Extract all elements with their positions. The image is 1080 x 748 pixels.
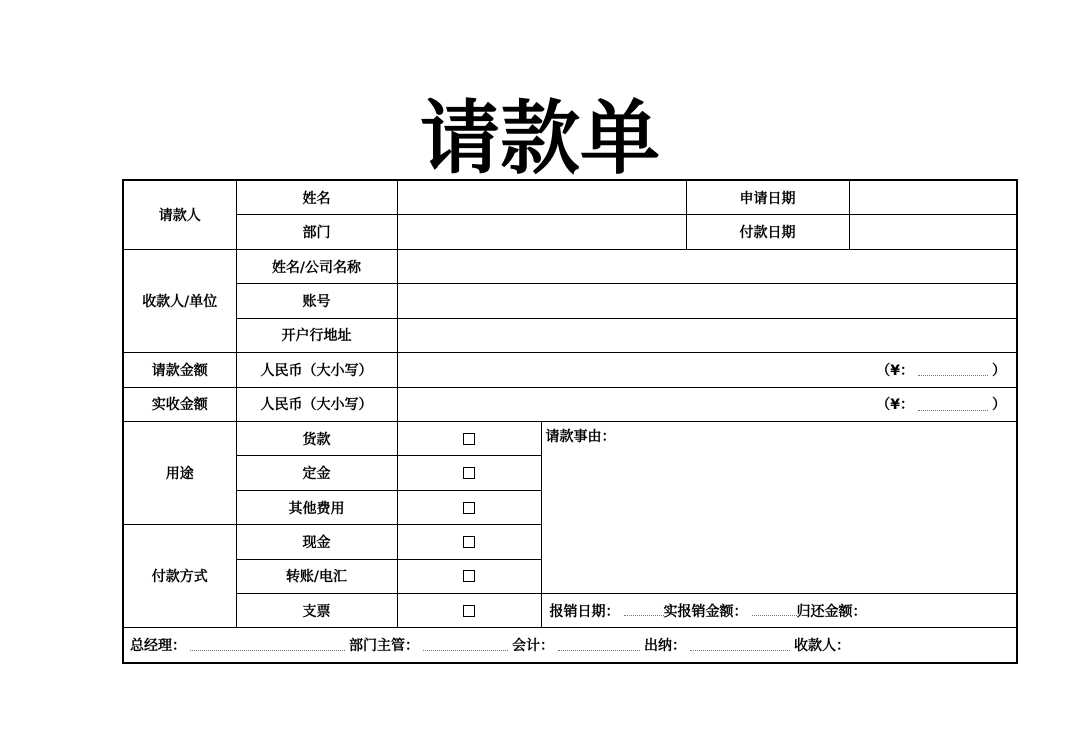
dotted-line	[752, 605, 797, 616]
payee-sign-label: 收款人：	[794, 638, 850, 655]
payment-group-label: 付款方式	[123, 525, 236, 628]
dotted-line	[558, 640, 640, 651]
dotted-line	[918, 365, 988, 376]
dotted-line	[190, 640, 345, 651]
reimburse-return-label: 归还金额：	[796, 603, 867, 620]
accountant-label: 会计：	[512, 638, 554, 655]
dotted-line	[624, 605, 664, 616]
yen-close: ）	[992, 397, 1006, 414]
requester-group-label: 请款人	[123, 180, 236, 249]
name-field[interactable]	[397, 180, 686, 215]
title-char: 请	[420, 91, 530, 185]
title-char: 单	[580, 91, 690, 185]
dotted-line	[690, 640, 790, 651]
payee-group-label: 收款人/单位	[123, 249, 236, 352]
checkbox-icon	[463, 605, 475, 617]
purpose-other-checkbox[interactable]	[397, 490, 541, 524]
purpose-group-label: 用途	[123, 421, 236, 524]
dept-head-label: 部门主管：	[349, 638, 419, 655]
reimburse-actual-label: 实报销金额：	[663, 603, 748, 620]
checkbox-icon	[463, 433, 475, 445]
checkbox-icon	[463, 570, 475, 582]
request-form-table	[122, 179, 1018, 664]
request-amount-sub: 人民币（大小写）	[236, 353, 397, 387]
title-char: 款	[500, 91, 610, 185]
yen-close: ）	[992, 362, 1006, 379]
apply-date-field[interactable]	[849, 180, 1017, 215]
purpose-item-goods: 货款	[236, 421, 397, 455]
apply-date-label: 申请日期	[686, 180, 849, 215]
yen-open: （¥：	[876, 362, 914, 379]
payee-name-field[interactable]	[397, 249, 1017, 283]
account-label: 账号	[236, 284, 397, 318]
yen-open: （¥：	[876, 397, 914, 414]
signature-row	[123, 628, 1017, 663]
actual-amount-label: 实收金额	[123, 387, 236, 421]
reimburse-date-label: 报销日期：	[549, 603, 620, 620]
reimburse-row	[541, 594, 1017, 628]
payment-transfer-checkbox[interactable]	[397, 559, 541, 593]
dept-field[interactable]	[397, 215, 686, 249]
request-amount-field[interactable]	[397, 353, 1017, 387]
cashier-label: 出纳：	[644, 638, 686, 655]
payment-cash-checkbox[interactable]	[397, 525, 541, 559]
bank-field[interactable]	[397, 318, 1017, 352]
dotted-line	[918, 400, 988, 411]
dotted-line	[423, 640, 508, 651]
checkbox-icon	[463, 467, 475, 479]
reason-field[interactable]	[541, 421, 1017, 593]
gm-label: 总经理：	[130, 638, 186, 655]
pay-date-field[interactable]	[849, 215, 1017, 249]
actual-amount-sub: 人民币（大小写）	[236, 387, 397, 421]
purpose-deposit-checkbox[interactable]	[397, 456, 541, 490]
purpose-goods-checkbox[interactable]	[397, 421, 541, 455]
payment-check-checkbox[interactable]	[397, 594, 541, 628]
payee-name-label: 姓名/公司名称	[236, 249, 397, 283]
checkbox-icon	[463, 536, 475, 548]
reason-label: 请款事由：	[545, 428, 616, 445]
bank-label: 开户行地址	[236, 318, 397, 352]
purpose-item-other: 其他费用	[236, 490, 397, 524]
purpose-item-deposit: 定金	[236, 456, 397, 490]
checkbox-icon	[463, 502, 475, 514]
account-field[interactable]	[397, 284, 1017, 318]
name-label: 姓名	[236, 180, 397, 215]
dept-label: 部门	[236, 215, 397, 249]
payment-item-cash: 现金	[236, 525, 397, 559]
form-title	[0, 88, 1080, 188]
request-amount-label: 请款金额	[123, 353, 236, 387]
payment-item-transfer: 转账/电汇	[236, 559, 397, 593]
payment-item-check: 支票	[236, 594, 397, 628]
pay-date-label: 付款日期	[686, 215, 849, 249]
actual-amount-field[interactable]	[397, 387, 1017, 421]
